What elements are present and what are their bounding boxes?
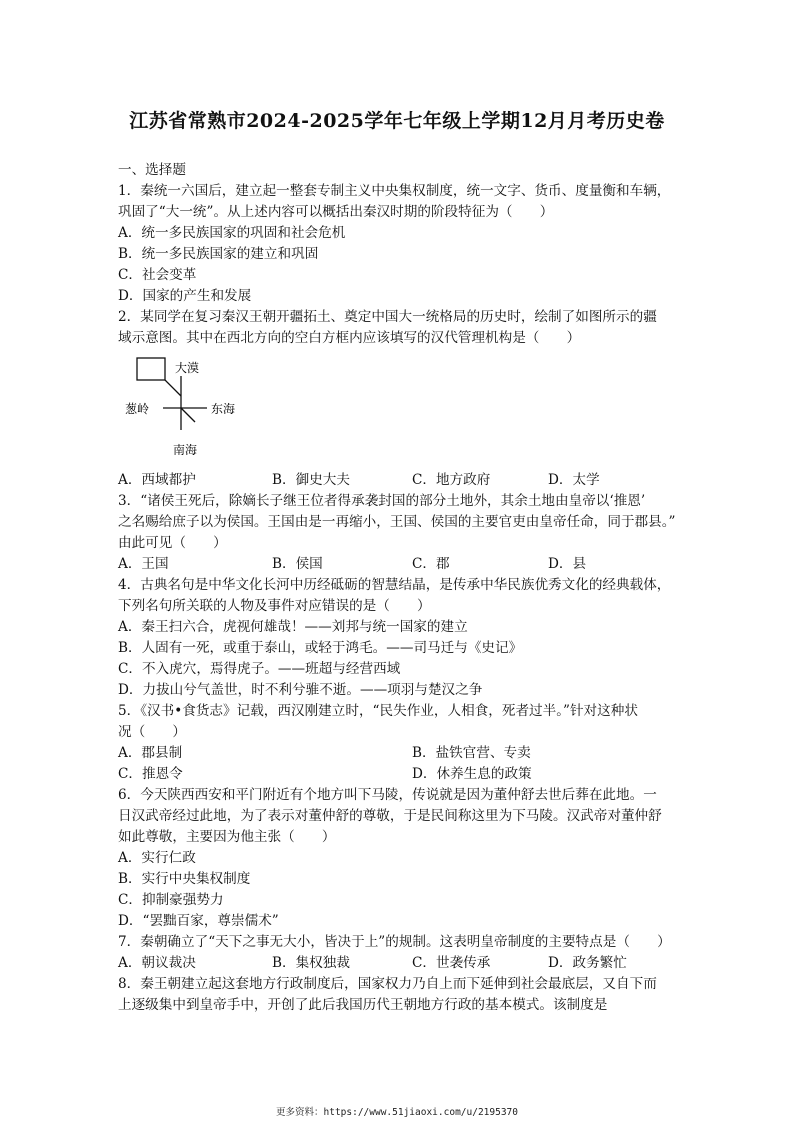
q4-option-d: D．力拔山兮气盖世，时不利兮骓不逝。——项羽与楚汉之争 xyxy=(118,682,483,698)
q6-stem-line3: 如此尊敬，主要因为他主张（ ） xyxy=(118,829,336,845)
q5-option-c: C．推恩令 xyxy=(118,766,183,782)
q5-option-b: B．盐铁官营、专卖 xyxy=(412,745,531,761)
q2-stem-line2: 域示意图。其中在西北方向的空白方框内应该填写的汉代管理机构是（ ） xyxy=(118,330,581,346)
q2-option-d: D．太学 xyxy=(548,472,600,488)
se-diagonal-line xyxy=(181,408,195,422)
q1-stem-line1: 1．秦统一六国后，建立起一整套专制主义中央集权制度，统一文字、货币、度量衡和车辆， xyxy=(118,183,671,199)
q3-option-c: C．郡 xyxy=(412,556,450,572)
q3-stem-line2: 之名赐给庶子以为侯国。王国由是一再缩小，王国、侯国的主要官吏由皇帝任命，同于郡县。” xyxy=(118,514,676,530)
q7-stem-line1: 7．秦朝确立了“天下之事无大小，皆决于上”的规制。这表明皇帝制度的主要特点是（ ） xyxy=(118,934,671,950)
q3-stem-line3: 由此可见（ ） xyxy=(118,535,227,551)
q6-stem-line1: 6．今天陕西西安和平门附近有个地方叫下马陵，传说就是因为董仲舒去世后葬在此地。一 xyxy=(118,787,657,803)
q4-option-a: A．秦王扫六合，虎视何雄哉！——刘邦与统一国家的建立 xyxy=(118,619,468,635)
section-heading: 一、选择题 xyxy=(118,162,186,178)
q4-option-b: B．人固有一死，或重于泰山，或轻于鸿毛。——司马迁与《史记》 xyxy=(118,640,523,656)
blank-box xyxy=(137,358,165,380)
q5-stem-line1: 5．《汉书•食货志》记载，西汉刚建立时，“民失作业，人相食，死者过半。”针对这种状 xyxy=(118,703,638,719)
q1-option-a: A．统一多民族国家的巩固和社会危机 xyxy=(118,225,346,241)
q8-stem-line1: 8．秦王朝建立起这套地方行政制度后，国家权力乃自上而下延伸到社会最底层，又自下而 xyxy=(118,976,657,992)
q3-option-b: B．侯国 xyxy=(272,556,323,572)
territory-map-diagram xyxy=(115,350,255,460)
q5-stem-line2: 况（ ） xyxy=(118,724,186,740)
q2-option-c: C．地方政府 xyxy=(412,472,491,488)
q6-option-a: A．实行仁政 xyxy=(118,850,196,866)
map-label-east: 东海 xyxy=(211,402,236,416)
q3-stem-line1: 3．“诸侯王死后，除嫡长子继王位者得承袭封国的部分土地外，其余土地由皇帝以‘推恩’ xyxy=(118,493,646,509)
q1-option-d: D．国家的产生和发展 xyxy=(118,288,252,304)
q7-option-d: D．政务繁忙 xyxy=(548,955,627,971)
q8-stem-line2: 上逐级集中到皇帝手中，开创了此后我国历代王朝地方行政的基本模式。该制度是 xyxy=(118,997,608,1013)
box-connector-line xyxy=(165,380,181,396)
q2-option-b: B．御史大夫 xyxy=(272,472,350,488)
q2-option-a: A．西域都护 xyxy=(118,472,196,488)
q7-option-a: A．朝议裁决 xyxy=(118,955,196,971)
page-title: 江苏省常熟市2024-2025学年七年级上学期12月月考历史卷 xyxy=(129,110,665,132)
map-label-north: 大漠 xyxy=(175,361,200,375)
map-label-south: 南海 xyxy=(173,443,198,457)
q2-stem-line1: 2．某同学在复习秦汉王朝开疆拓土、奠定中国大一统格局的历史时，绘制了如图所示的疆 xyxy=(118,309,657,325)
q6-option-d: D．“罢黜百家，尊崇儒术” xyxy=(118,913,279,929)
q5-option-a: A．郡县制 xyxy=(118,745,183,761)
q6-option-b: B．实行中央集权制度 xyxy=(118,871,251,887)
q3-option-a: A．王国 xyxy=(118,556,169,572)
q3-option-d: D．县 xyxy=(548,556,587,572)
q7-option-b: B．集权独裁 xyxy=(272,955,350,971)
map-label-west: 葱岭 xyxy=(125,402,150,416)
q6-option-c: C．抑制豪强势力 xyxy=(118,892,224,908)
q4-stem-line1: 4．古典名句是中华文化长河中历经砥砺的智慧结晶，是传承中华民族优秀文化的经典载体， xyxy=(118,577,671,593)
q7-option-c: C．世袭传承 xyxy=(412,955,491,971)
q4-stem-line2: 下列名句所关联的人物及事件对应错误的是（ ） xyxy=(118,598,431,614)
q5-option-d: D．休养生息的政策 xyxy=(412,766,532,782)
q4-option-c: C．不入虎穴，焉得虎子。——班超与经营西域 xyxy=(118,661,401,677)
footer-source-link[interactable]: 更多资料：https://www.51jiaoxi.com/u/2195370 xyxy=(276,1107,518,1118)
q1-option-c: C．社会变革 xyxy=(118,267,197,283)
q1-stem-line2: 巩固了“大一统”。从上述内容可以概括出秦汉时期的阶段特征为（ ） xyxy=(118,204,554,220)
q6-stem-line2: 日汉武帝经过此地，为了表示对董仲舒的尊敬，于是民间称这里为下马陵。汉武帝对董仲舒 xyxy=(118,808,662,824)
q1-option-b: B．统一多民族国家的建立和巩固 xyxy=(118,246,319,262)
